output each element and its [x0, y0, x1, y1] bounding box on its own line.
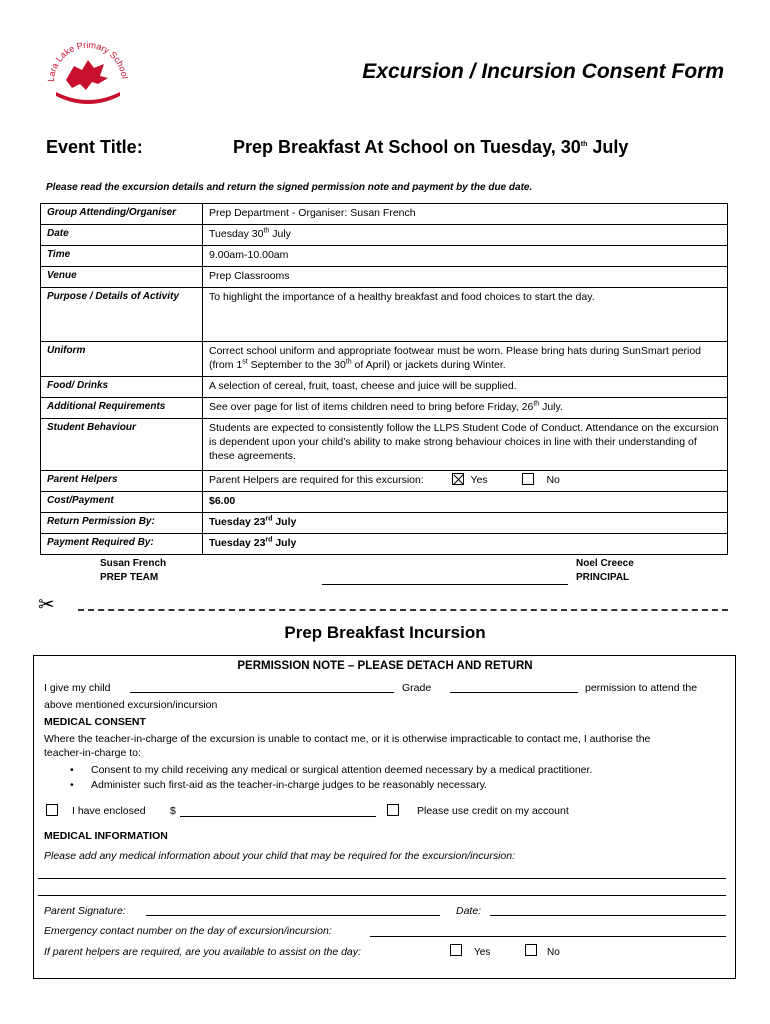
dragon-icon — [66, 60, 108, 90]
table-row — [41, 492, 728, 513]
consent-bullet-1: Consent to my child receiving any medical or surgical attention deemed necessary by a medical practitioner. — [91, 764, 593, 776]
uniform-value: Correct school uniform and appropriate footwear must be worn. Please bring hats during SunSmart period (from 1st September to the 30th of April) or jackets during Winter. — [203, 342, 728, 377]
table-row — [41, 471, 728, 492]
signature-right-role: PRINCIPAL — [576, 572, 630, 583]
additional-value: See over page for list of items children need to bring before Friday, 26th July. — [203, 398, 728, 419]
enclosed-checkbox[interactable] — [46, 804, 58, 816]
helpers-no-checkbox[interactable] — [522, 473, 534, 485]
table-row — [41, 398, 728, 419]
table-row — [41, 534, 728, 555]
helpers-no-label: No — [546, 474, 560, 486]
give-child-label: I give my child — [44, 682, 111, 694]
credit-checkbox[interactable] — [387, 804, 399, 816]
helpers-value: Parent Helpers are required for this excursion: Yes No — [203, 471, 728, 492]
purpose-label: Purpose / Details of Activity — [41, 288, 203, 342]
consent-bullet-2: Administer such first-aid as the teacher-in-charge judges to be reasonably necessary. — [91, 779, 488, 791]
consent-text: Where the teacher-in-charge of the excursion is unable to contact me, or it is otherwise impracticable to contact me, I authorise the teacher-in-charge to: — [44, 733, 651, 759]
medical-info-field-2[interactable] — [38, 895, 726, 896]
signature-left-role: PREP TEAM — [100, 572, 159, 583]
medical-info-heading: MEDICAL INFORMATION — [44, 830, 168, 842]
group-value: Prep Department - Organiser: Susan French — [203, 204, 728, 225]
signature-line — [322, 584, 568, 585]
helpers-yes-label: Yes — [470, 474, 488, 486]
emergency-contact-label: Emergency contact number on the day of excursion/incursion: — [44, 925, 332, 937]
parent-signature-field[interactable] — [146, 915, 440, 916]
instructions: Please read the excursion details and return the signed permission note and payment by the due date. — [46, 182, 533, 193]
school-logo — [36, 30, 136, 112]
cost-label: Cost/Payment — [41, 492, 203, 513]
grade-label: Grade — [402, 682, 432, 694]
table-row — [41, 288, 728, 342]
available-yes-label: Yes — [474, 947, 491, 958]
helpers-question: If parent helpers are required, are you available to assist on the day: — [44, 946, 361, 958]
form-title: Excursion / Incursion Consent Form — [362, 60, 724, 83]
date-label: Date: — [456, 905, 482, 917]
time-label: Time — [41, 246, 203, 267]
cut-line — [78, 609, 728, 611]
signature-right-name: Noel Creece — [576, 558, 634, 569]
table-row — [41, 513, 728, 534]
scissors-icon: ✂ — [38, 594, 55, 616]
permission-attend-label: permission to attend the — [585, 682, 698, 694]
payment-value: Tuesday 23rd July — [203, 534, 728, 555]
return-label: Return Permission By: — [41, 513, 203, 534]
signature-left-name: Susan French — [100, 558, 167, 569]
food-label: Food/ Drinks — [41, 377, 203, 398]
available-no-label: No — [547, 947, 560, 958]
incursion-title: Prep Breakfast Incursion — [284, 623, 486, 642]
bullet-icon: • — [70, 764, 74, 776]
food-value: A selection of cereal, fruit, toast, cheese and juice will be supplied. — [203, 377, 728, 398]
behaviour-label: Student Behaviour — [41, 419, 203, 471]
emergency-contact-field[interactable] — [370, 936, 726, 937]
behaviour-value: Students are expected to consistently follow the LLPS Student Code of Conduct. Attendance on the excursion is dependent upon your child’s ability to make strong behaviour choices in line with their understanding of these agreements. — [203, 419, 728, 471]
uniform-label: Uniform — [41, 342, 203, 377]
above-mentioned-label: above mentioned excursion/incursion — [44, 699, 218, 711]
bullet-icon: • — [70, 779, 74, 791]
table-row — [41, 204, 728, 225]
venue-label: Venue — [41, 267, 203, 288]
event-title-label: Event Title: — [46, 137, 143, 157]
group-label: Group Attending/Organiser — [41, 204, 203, 225]
table-row — [41, 246, 728, 267]
date-field[interactable] — [490, 915, 726, 916]
venue-value: Prep Classrooms — [203, 267, 728, 288]
logo-text: Lara Lake Primary School — [45, 39, 130, 83]
parent-signature-label: Parent Signature: — [44, 905, 126, 917]
available-no-checkbox[interactable] — [525, 944, 537, 956]
cost-value: $6.00 — [203, 492, 728, 513]
table-row — [41, 342, 728, 377]
medical-info-text: Please add any medical information about your child that may be required for the excursion/incursion: — [44, 850, 516, 862]
table-row — [41, 267, 728, 288]
enclosed-label: I have enclosed — [72, 805, 146, 817]
available-yes-checkbox[interactable] — [450, 944, 462, 956]
return-value: Tuesday 23rd July — [203, 513, 728, 534]
dollar-label: $ — [170, 805, 176, 817]
table-row — [41, 377, 728, 398]
date-label: Date — [41, 225, 203, 246]
grade-field[interactable] — [450, 692, 578, 693]
helpers-yes-checkbox[interactable] — [452, 473, 464, 485]
child-name-field[interactable] — [130, 692, 394, 693]
amount-field[interactable] — [180, 816, 376, 817]
medical-consent-heading: MEDICAL CONSENT — [44, 716, 146, 728]
credit-label: Please use credit on my account — [417, 805, 569, 817]
medical-info-field[interactable] — [38, 878, 726, 879]
helpers-label: Parent Helpers — [41, 471, 203, 492]
event-title: Prep Breakfast At School on Tuesday, 30th July — [233, 137, 629, 157]
excursion-details-table — [40, 203, 728, 555]
logo-swoosh — [56, 92, 120, 104]
additional-label: Additional Requirements — [41, 398, 203, 419]
permission-heading: PERMISSION NOTE – PLEASE DETACH AND RETURN — [237, 660, 533, 672]
table-row — [41, 225, 728, 246]
payment-label: Payment Required By: — [41, 534, 203, 555]
time-value: 9.00am-10.00am — [203, 246, 728, 267]
date-value: Tuesday 30th July — [203, 225, 728, 246]
table-row — [41, 419, 728, 471]
purpose-value: To highlight the importance of a healthy breakfast and food choices to start the day. — [203, 288, 728, 342]
